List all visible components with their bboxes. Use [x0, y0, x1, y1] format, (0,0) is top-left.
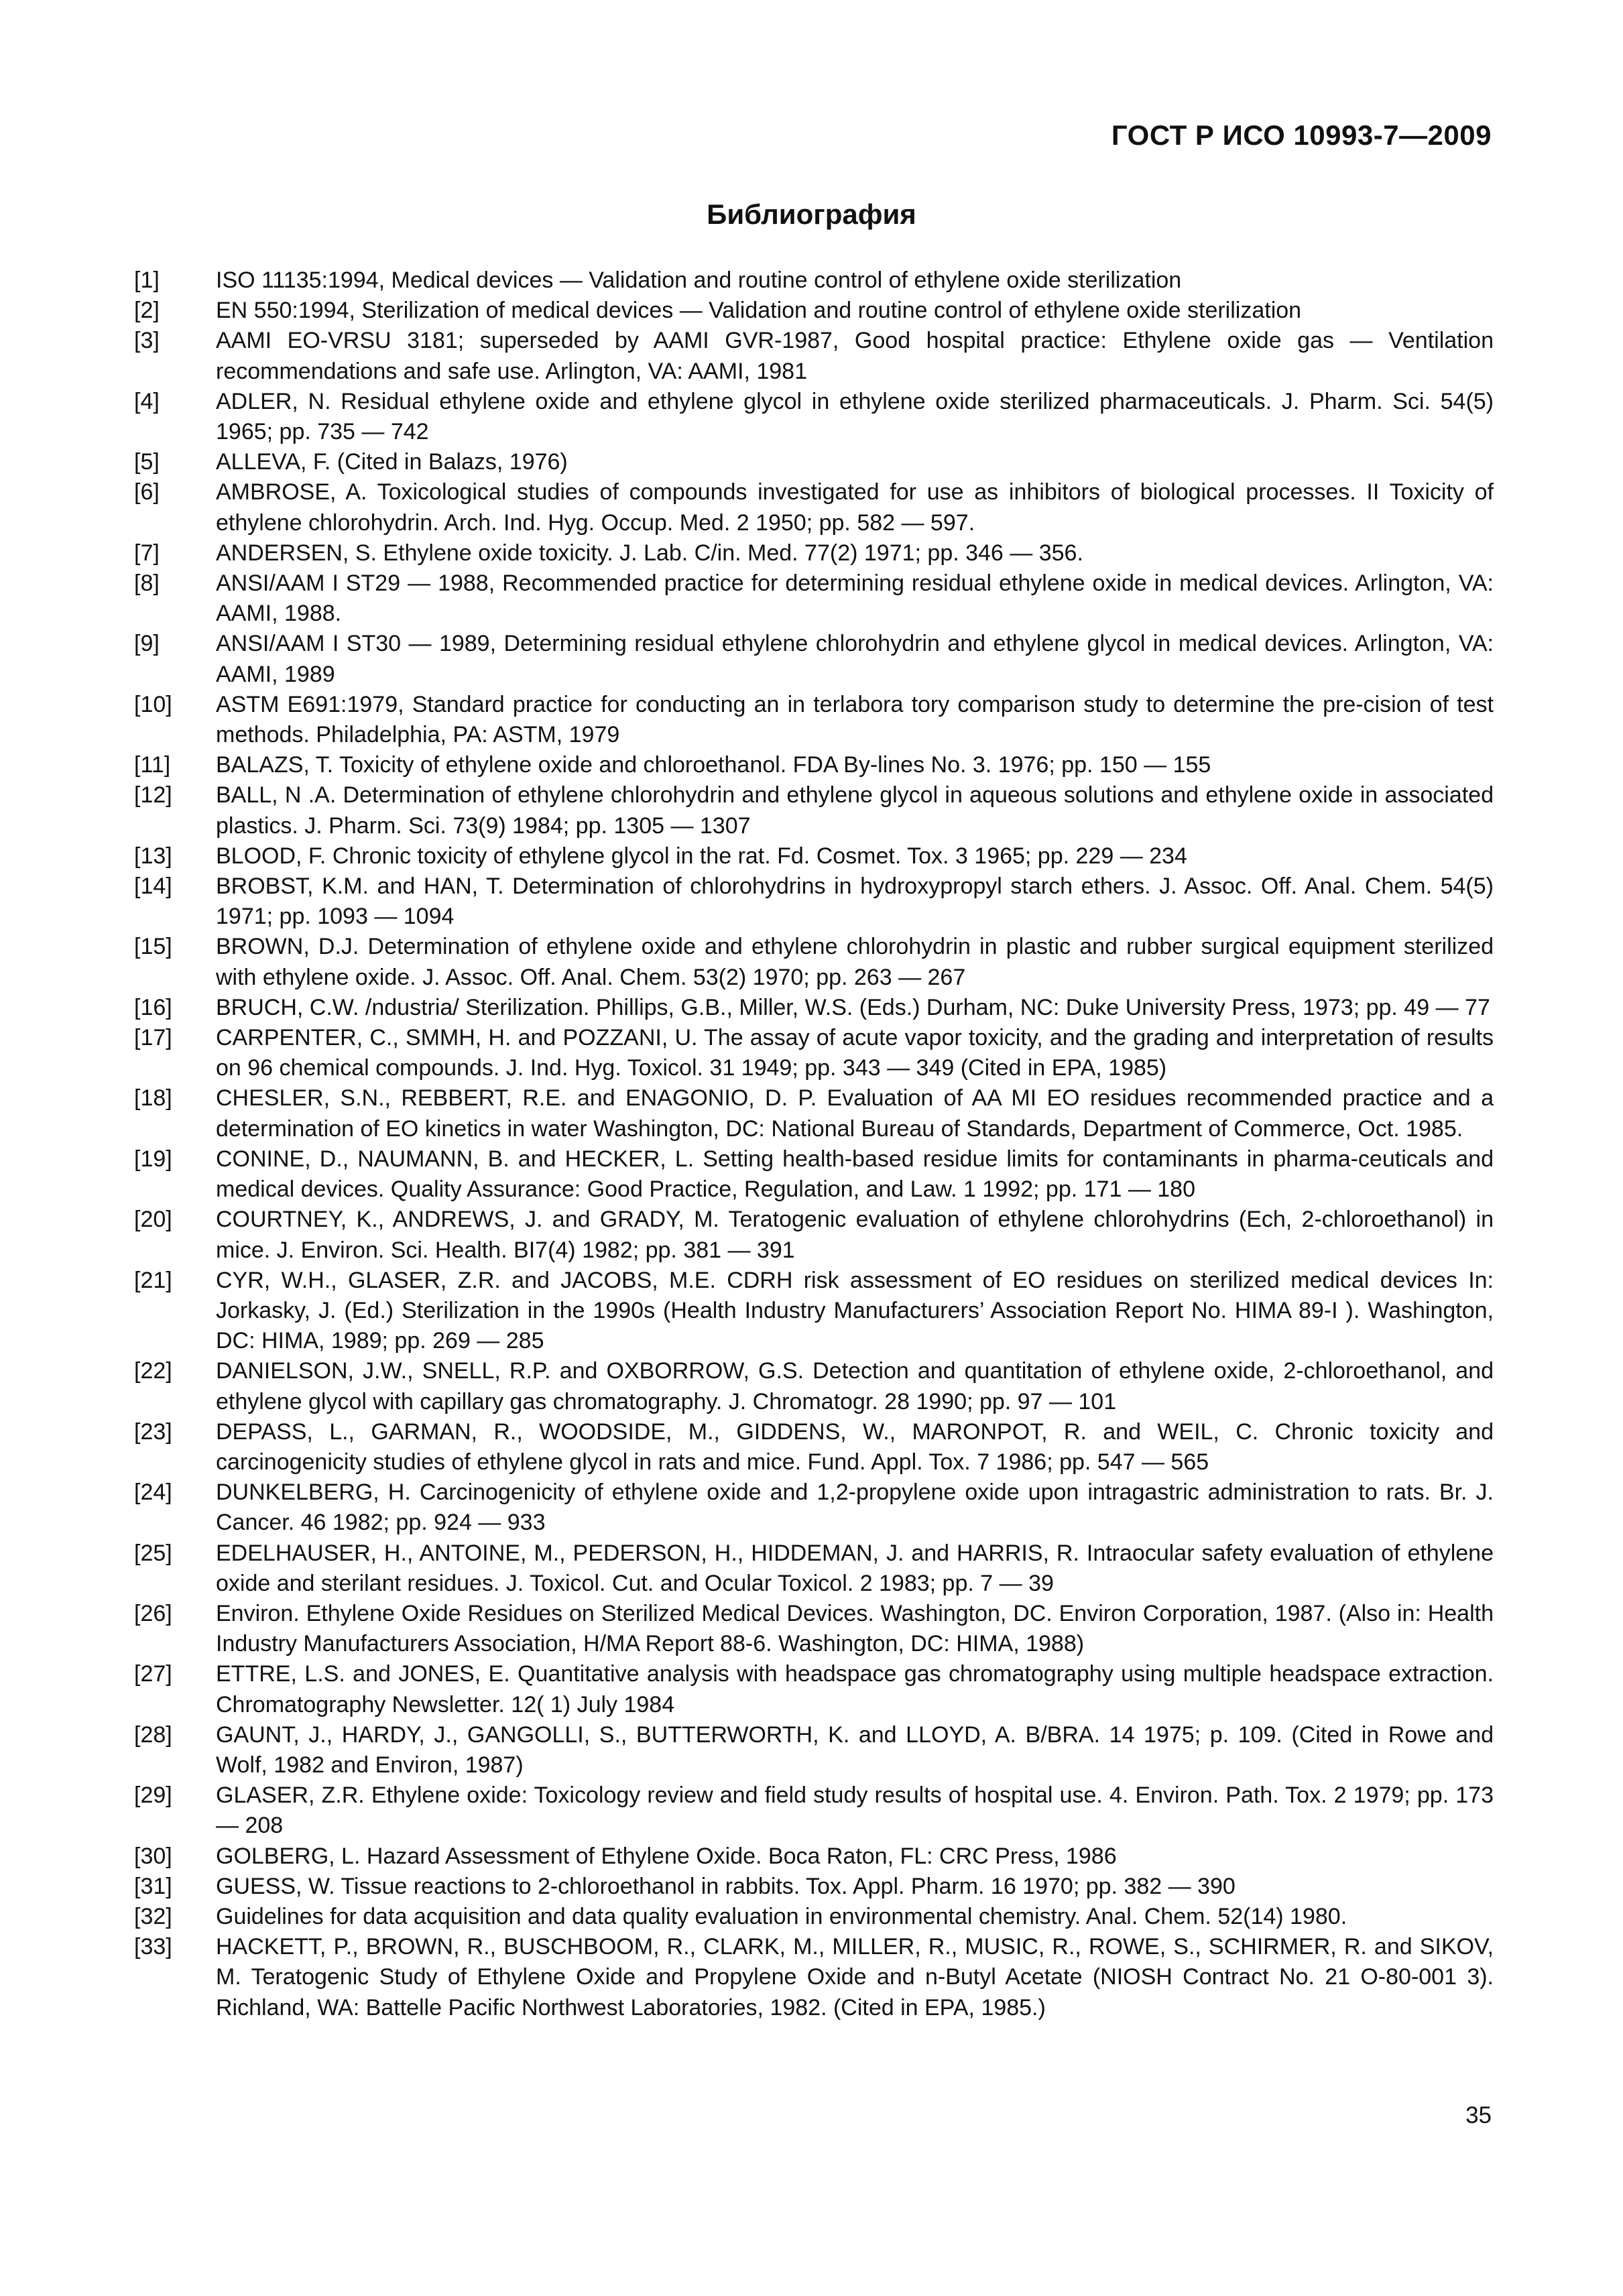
reference-text: GAUNT, J., HARDY, J., GANGOLLI, S., BUTTERWORTH, K. and LLOYD, A. B/BRA. 14 1975; p. 109. (Cited in Rowe and Wolf, 1982 and Environ, 1987) [216, 1721, 1494, 1778]
reference-text: GLASER, Z.R. Ethylene oxide: Toxicology review and field study results of hospital use. 4. Environ. Path. Tox. 2 1979; pp. 173 — 208 [216, 1783, 1494, 1839]
reference-number: [26] [134, 1600, 172, 1626]
reference-number: [24] [134, 1479, 172, 1506]
reference-text: DUNKELBERG, H. Carcinogenicity of ethylene oxide and 1,2-propylene oxide upon intragastric administration to rats. Br. J. Cancer. 46 1982; pp. 924 — 933 [216, 1479, 1494, 1536]
page-title: Библиография [707, 198, 916, 230]
reference-number: [30] [134, 1843, 172, 1869]
reference-text: BLOOD, F. Chronic toxicity of ethylene glycol in the rat. Fd. Cosmet. Tox. 3 1965; pp. 229 — 234 [216, 843, 1187, 869]
reference-text: ANSI/AAM I ST29 — 1988, Recommended practice for determining residual ethylene oxide in medical devices. Arlington, VA: AAMI, 1988. [216, 570, 1494, 627]
bibliography-entry [134, 1902, 1494, 1932]
bibliography-entry [134, 1538, 1494, 1599]
reference-number: [12] [134, 782, 172, 808]
reference-number: [13] [134, 843, 172, 869]
reference-number: [31] [134, 1873, 172, 1899]
reference-number: [15] [134, 934, 172, 960]
reference-number: [6] [134, 479, 160, 505]
reference-text: BALAZS, T. Toxicity of ethylene oxide and chloroethanol. FDA By-lines No. 3. 1976; pp. 150 — 155 [216, 752, 1211, 778]
bibliography-entry [134, 1477, 1494, 1538]
bibliography-entry [134, 447, 1494, 477]
reference-text: ANSI/AAM I ST30 — 1989, Determining residual ethylene chlorohydrin and ethylene glycol in medical devices. Arlington, VA: AAMI, 1989 [216, 631, 1494, 687]
bibliography-entry [134, 750, 1494, 780]
bibliography-entry [134, 477, 1494, 538]
reference-number: [3] [134, 328, 160, 354]
reference-text: DANIELSON, J.W., SNELL, R.P. and OXBORROW, G.S. Detection and quantitation of ethylene oxide, 2-chloroethanol, and ethylene glycol with capillary gas chromatography. J. Chromatogr. 28 1990; pp. 97 — 101 [216, 1358, 1494, 1414]
bibliography-entry [134, 538, 1494, 568]
bibliography-entry [134, 1417, 1494, 1477]
reference-text: EDELHAUSER, H., ANTOINE, M., PEDERSON, H., HIDDEMAN, J. and HARRIS, R. Intraocular safety evaluation of ethylene oxide and sterilant residues. J. Toxicol. Cut. and Ocular Toxicol. 2 1983; pp. 7 — 39 [216, 1540, 1494, 1596]
reference-number: [27] [134, 1661, 172, 1687]
reference-number: [4] [134, 388, 160, 414]
reference-number: [32] [134, 1903, 172, 1929]
bibliography-entry [134, 326, 1494, 386]
bibliography-entry [134, 1144, 1494, 1205]
reference-text: BROBST, K.M. and HAN, T. Determination of chlorohydrins in hydroxypropyl starch ethers. J. Assoc. Off. Anal. Chem. 54(5) 1971; pp. 1093 — 1094 [216, 873, 1494, 930]
bibliography-entry [134, 296, 1494, 326]
reference-number: [14] [134, 873, 172, 900]
bibliography-entry [134, 1205, 1494, 1265]
reference-number: [33] [134, 1934, 172, 1960]
reference-number: [19] [134, 1146, 172, 1172]
bibliography-entry [134, 841, 1494, 871]
reference-text: BROWN, D.J. Determination of ethylene oxide and ethylene chlorohydrin in plastic and rubber surgical equipment sterilized with ethylene oxide. J. Assoc. Off. Anal. Chem. 53(2) 1970; pp. 263 — 267 [216, 934, 1494, 990]
reference-text: ETTRE, L.S. and JONES, E. Quantitative analysis with headspace gas chromatography using multiple headspace extraction. Chromatography Newsletter. 12( 1) July 1984 [216, 1661, 1494, 1717]
reference-number: [17] [134, 1025, 172, 1051]
reference-number: [10] [134, 691, 172, 717]
bibliography-entry [134, 1356, 1494, 1416]
reference-number: [7] [134, 540, 160, 566]
reference-text: ASTM E691:1979, Standard practice for conducting an in terlabora tory comparison study to determine the pre-cision of test methods. Philadelphia, PA: ASTM, 1979 [216, 691, 1494, 748]
reference-number: [11] [134, 752, 171, 778]
bibliography-entry [134, 871, 1494, 932]
bibliography-entry [134, 1599, 1494, 1659]
bibliography-entry [134, 1841, 1494, 1872]
bibliography-entry [134, 1083, 1494, 1144]
bibliography-entry [134, 387, 1494, 447]
bibliography-entry [134, 1780, 1494, 1841]
reference-number: [8] [134, 570, 160, 597]
reference-number: [29] [134, 1783, 172, 1809]
bibliography-entry [134, 1720, 1494, 1780]
reference-text: ISO 11135:1994, Medical devices — Validation and routine control of ethylene oxide sterilization [216, 267, 1182, 293]
reference-text: CONINE, D., NAUMANN, B. and HECKER, L. Setting health-based residue limits for contaminants in pharma-ceuticals and medical devices. Quality Assurance: Good Practice, Regulation, and Law. 1 1992; pp. 171 — 180 [216, 1146, 1494, 1203]
reference-number: [23] [134, 1418, 172, 1445]
reference-text: GOLBERG, L. Hazard Assessment of Ethylene Oxide. Boca Raton, FL: CRC Press, 1986 [216, 1843, 1117, 1869]
bibliography-entry [134, 993, 1494, 1023]
bibliography-entry [134, 1023, 1494, 1083]
bibliography-entry [134, 690, 1494, 750]
reference-number: [2] [134, 298, 160, 324]
reference-number: [18] [134, 1085, 172, 1111]
bibliography-entry [134, 568, 1494, 629]
reference-text: COURTNEY, K., ANDREWS, J. and GRADY, M. Teratogenic evaluation of ethylene chlorohydrins (Ech, 2-chloroethanol) in mice. J. Environ. Sci. Health. BI7(4) 1982; pp. 381 — 391 [216, 1207, 1494, 1263]
reference-number: [28] [134, 1721, 172, 1748]
reference-text: AAMI EO-VRSU 3181; superseded by AAMI GVR-1987, Good hospital practice: Ethylene oxide gas — Ventilation recommendations and safe use. Arlington, VA: AAMI, 1981 [216, 328, 1494, 384]
reference-number: [9] [134, 631, 160, 657]
bibliography-entry [134, 1659, 1494, 1719]
bibliography-entry [134, 265, 1494, 296]
reference-number: [5] [134, 449, 160, 475]
bibliography-entry [134, 629, 1494, 689]
bibliography-entry [134, 1266, 1494, 1357]
reference-text: EN 550:1994, Sterilization of medical devices — Validation and routine control of ethylene oxide sterilization [216, 298, 1302, 324]
reference-text: Environ. Ethylene Oxide Residues on Sterilized Medical Devices. Washington, DC. Environ Corporation, 1987. (Also in: Health Industry Manufacturers Association, H/MA Report 88-6. Washington, DC: HIMA, 1988) [216, 1600, 1494, 1657]
reference-text: DEPASS, L., GARMAN, R., WOODSIDE, M., GIDDENS, W., MARONPOT, R. and WEIL, C. Chronic toxicity and carcinogenicity studies of ethylene glycol in rats and mice. Fund. Appl. Tox. 7 1986; pp. 547 — 565 [216, 1418, 1494, 1475]
reference-text: GUESS, W. Tissue reactions to 2-chloroethanol in rabbits. Tox. Appl. Pharm. 16 1970; pp. 382 — 390 [216, 1873, 1236, 1899]
reference-text: ADLER, N. Residual ethylene oxide and ethylene glycol in ethylene oxide sterilized pharmaceuticals. J. Pharm. Sci. 54(5) 1965; pp. 735 — 742 [216, 388, 1494, 445]
bibliography-entry [134, 1872, 1494, 1902]
reference-text: Guidelines for data acquisition and data quality evaluation in environmental chemistry. Anal. Chem. 52(14) 1980. [216, 1903, 1347, 1929]
reference-text: CYR, W.H., GLASER, Z.R. and JACOBS, M.E. CDRH risk assessment of EO residues on sterilized medical devices In: Jorkasky, J. (Ed.) Sterilization in the 1990s (Health Industry Manufacturers’ Association Report No. HIMA 89-I ). Washington, DC: HIMA, 1989; pp. 269 — 285 [216, 1267, 1494, 1354]
bibliography-list [134, 265, 1494, 2023]
reference-number: [1] [134, 267, 160, 293]
bibliography-entry [134, 932, 1494, 992]
reference-number: [25] [134, 1540, 172, 1566]
reference-number: [22] [134, 1358, 172, 1384]
standard-designation: ГОСТ Р ИСО 10993-7—2009 [1111, 119, 1492, 151]
reference-text: AMBROSE, A. Toxicological studies of compounds investigated for use as inhibitors of biological processes. II Toxicity of ethylene chlorohydrin. Arch. Ind. Hyg. Occup. Med. 2 1950; pp. 582 — 597. [216, 479, 1494, 536]
reference-number: [20] [134, 1207, 172, 1233]
reference-text: ANDERSEN, S. Ethylene oxide toxicity. J. Lab. C/in. Med. 77(2) 1971; pp. 346 — 356. [216, 540, 1083, 566]
page-number: 35 [1465, 2102, 1492, 2128]
reference-text: ALLEVA, F. (Cited in Balazs, 1976) [216, 449, 568, 475]
reference-text: CHESLER, S.N., REBBERT, R.E. and ENAGONIO, D. P. Evaluation of AA MI EO residues recommended practice and a determination of EO kinetics in water Washington, DC: National Bureau of Standards, Department of Commerce, Oct. 1985. [216, 1085, 1494, 1142]
bibliography-entry [134, 1932, 1494, 2023]
bibliography-entry [134, 780, 1494, 841]
reference-number: [21] [134, 1267, 172, 1293]
reference-number: [16] [134, 994, 172, 1020]
reference-text: CARPENTER, C., SMMH, H. and POZZANI, U. The assay of acute vapor toxicity, and the grading and interpretation of results on 96 chemical compounds. J. Ind. Hyg. Toxicol. 31 1949; pp. 343 — 349 (Cited in EPA, 1985) [216, 1025, 1494, 1081]
reference-text: BRUCH, C.W. /ndustria/ Sterilization. Phillips, G.B., Miller, W.S. (Eds.) Durham, NC: Duke University Press, 1973; pp. 49 — 77 [216, 994, 1490, 1020]
reference-text: BALL, N .A. Determination of ethylene chlorohydrin and ethylene glycol in aqueous solutions and ethylene oxide in associated plastics. J. Pharm. Sci. 73(9) 1984; pp. 1305 — 1307 [216, 782, 1494, 839]
reference-text: HACKETT, P., BROWN, R., BUSCHBOOM, R., CLARK, M., MILLER, R., MUSIC, R., ROWE, S., SCHIRMER, R. and SIKOV, M. Teratogenic Study of Ethylene Oxide and Propylene Oxide and n-Butyl Acetate (NIOSH Contract No. 21 O-80-001 3). Richland, WA: Battelle Pacific Northwest Laboratories, 1982. (Cited in EPA, 1985.) [216, 1934, 1494, 2020]
